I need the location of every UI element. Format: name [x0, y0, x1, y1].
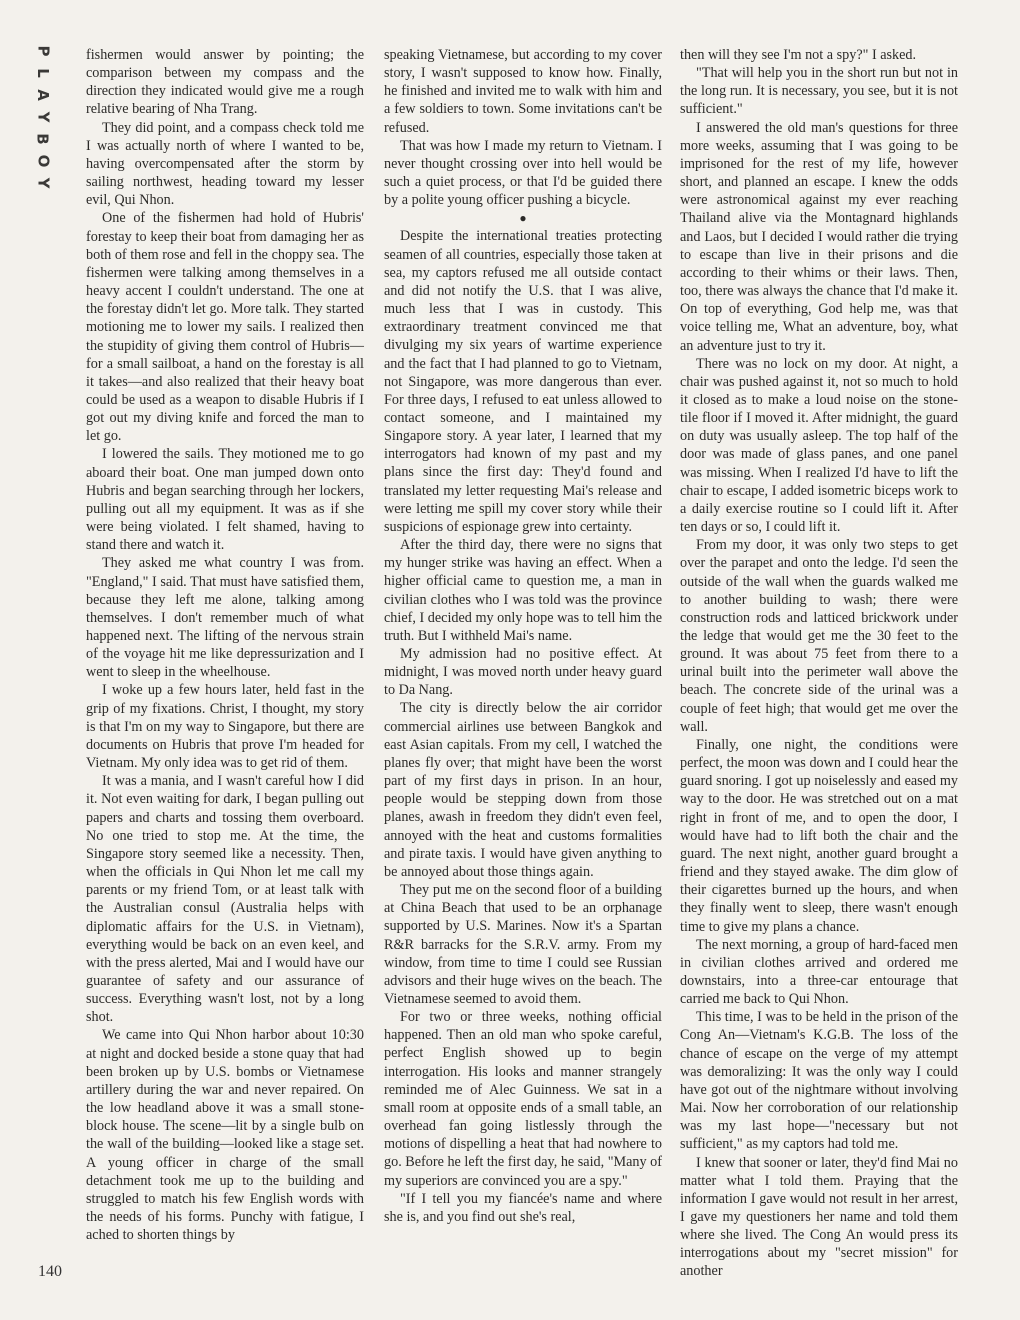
body-paragraph: I knew that sooner or later, they'd find Mai no matter what I told them. Praying that the information I gave would not result in her arrest, I gave my questioners her name and told them where she lived. The Cong An would press its interrogations about my "secret mission" for another [680, 1154, 958, 1280]
body-paragraph: From my door, it was only two steps to get over the parapet and onto the ledge. I'd seen the outside of the wall when the guards walked me to another building to wash; there were construction rods and latticed brickwork under the ledge that would get me the 30 feet to the ground. It was about 75 feet from there to a urinal built into the perimeter wall above the beach. The concrete side of the urinal was a couple of feet high; that would get me over the wall. [680, 537, 958, 735]
body-paragraph: fishermen would answer by pointing; the comparison between my compass and the direction they indicated would give me a rough relative bearing of Nha Trang. [86, 47, 364, 118]
text-column-1 [86, 46, 364, 1244]
body-paragraph: I answered the old man's questions for three more weeks, assuming that I was going to be imprisoned for the rest of my life, however short, and planned an escape. I knew the odds were astronomical against my ever reaching Thailand alive via the Montagnard highlands and Laos, but I decided I would rather die trying to escape than live in their prisons and die according to their whims or their laws. Then, too, there was always the chance that I'd make it. On top of everything, God help me, was that voice telling me, What an adventure, boy, what an adventure just to try it. [680, 119, 958, 354]
body-paragraph: The next morning, a group of hard-faced men in civilian clothes arrived and ordered me downstairs, into a three-car entourage that carried me back to Qui Nhon. [680, 936, 958, 1008]
body-paragraph: then will they see I'm not a spy?" I asked. [680, 47, 917, 63]
body-paragraph: speaking Vietnamese, but according to my cover story, I wasn't supposed to know how. Finally, he finished and invited me to walk with him and a few soldiers to town. Some invitations can't be refused. [384, 47, 662, 136]
body-paragraph: This time, I was to be held in the prison of the Cong An—Vietnam's K.G.B. The loss of the chance of escape on the verge of my attempt was demoralizing: It was the only way I could have got out of the nightmare without involving Mai. Now her corroboration of our relationship was my last hope—"necessary but not sufficient," as my captors had told me. [680, 1009, 958, 1153]
body-paragraph: We came into Qui Nhon harbor about 10:30 at night and docked beside a stone quay that had been broken up by U.S. bombs or Vietnamese artillery during the war and never repaired. On the low headland above it was a small stone-block house. The scene—lit by a single bulb on the wall of the building—looked like a stage set. A young officer in charge of the small detachment took me up to the building and struggled to match his few English words with the needs of his forms. Punchy with fatigue, I ached to shorten things by [86, 1027, 364, 1244]
body-paragraph: They did point, and a compass check told me I was actually north of where I wanted to be, having overcompensated after the storm by sailing northwest, heading toward my lesser evil, Qui Nhon. [86, 119, 364, 209]
body-paragraph: "If I tell you my fiancée's name and where she is, and you find out she's real, [384, 1190, 662, 1225]
section-break-bullet: ● [519, 211, 527, 226]
body-paragraph: They put me on the second floor of a building at China Beach that used to be an orphanage supported by U.S. Marines. Now it's a Spartan R&R barracks for the S.R.V. army. From my window, from time to time I could see Russian advisors and their huge wives on the beach. The Vietnamese seemed to avoid them. [384, 882, 662, 1007]
masthead-letter: O [33, 154, 52, 168]
page-number: 140 [38, 1263, 62, 1280]
masthead-letter: Y [34, 177, 52, 189]
body-paragraph: My admission had no positive effect. At midnight, I was moved north under heavy guard to Da Nang. [384, 646, 662, 699]
text-column-3 [680, 46, 958, 1281]
body-paragraph: One of the fishermen had hold of Hubris' forestay to keep their boat from damaging her as both of them rose and fell in the choppy sea. The fishermen were talking among themselves in a heavy accent I couldn't understand. The one at the forestay didn't let go. More talk. They started motioning me to lower my sails. I realized then the stupidity of giving them control of Hubris—for a small sailboat, a hand on the forestay is all it takes—and also realized that their heavy boat could be used as a weapon to disable Hubris if I got out my diving knife and forced the man to let go. [86, 210, 364, 445]
masthead-letter: Y [34, 111, 52, 123]
body-paragraph: The city is directly below the air corridor commercial airlines use between Bangkok and east Asian capitals. From my cell, I watched the planes fly over; that might have been the worst part of my first days in prison. In an hour, people would be stepping down from those planes, awash in freedom they didn't even feel, annoyed with the heat and customs formalities and pirate taxis. I would have given anything to be annoyed about those things again. [384, 700, 662, 880]
body-paragraph: I lowered the sails. They motioned me to go aboard their boat. One man jumped down onto Hubris and began searching through her lockers, pulling out all my equipment. It was as if she were being violated. I felt shamed, having to stand there and watch it. [86, 446, 364, 554]
body-paragraph: They asked me what country I was from. "England," I said. That must have satisfied them, because they left me alone, talking among themselves. I don't remember much of what happened next. The lifting of the nervous strain of the voyage hit me like depressurization and I went to sleep in the wheelhouse. [86, 555, 364, 681]
text-column-2 [384, 46, 662, 1226]
body-paragraph: After the third day, there were no signs that my hunger strike was having an effect. When a higher official came to question me, a man in civilian clothes who I was told was the province chief, I decided my only hope was to tell him the truth. But I withheld Mai's name. [384, 537, 662, 644]
masthead-letter: A [33, 89, 52, 101]
body-paragraph: For two or three weeks, nothing official happened. Then an old man who spoke careful, perfect English showed up to begin interrogation. His looks and manner strangely reminded me of Alec Guinness. We sat in a small room at opposite ends of a small table, an overhead fan going listlessly through the motions of dispelling a heat that had nowhere to go. Before he left the first day, he said, "Many of my superiors are convinced you are a spy." [384, 1009, 662, 1189]
body-paragraph: "That will help you in the short run but not in the long run. It is necessary, you see, but it is not sufficient." [680, 65, 958, 118]
body-paragraph: Despite the international treaties protecting seamen of all countries, especially those taken at sea, my captors refused me all outside contact and did not notify the U.S. that I was alive, much less that I was in custody. This extraordinary treatment convinced me that divulging my six years of wartime experience and the fact that I had planned to go to Vietnam, not Singapore, was more dangerous than ever. For three days, I refused to eat unless allowed to contact someone, and I maintained my Singapore story. A year later, I learned that my interrogators had known of my past and my plans since the first day: They'd found and translated my letter requesting Mai's release and were letting me spill my cover story while their suspicions of espionage grew into certainty. [384, 228, 662, 535]
magazine-masthead-vertical [30, 40, 56, 194]
body-paragraph: It was a mania, and I wasn't careful how I did it. Not even waiting for dark, I began pulling out papers and charts and tossing them overboard. No one tried to stop me. At the time, the Singapore story seemed like a necessity. Then, when the officials in Qui Nhon let me call my parents or my friend Tom, or at least talk with the Australian consul (Australia helps with diplomatic affairs for the U.S. in Vietnam), everything would be back on an even keel, and with the press alerted, Mai and I would have our guarantee of safety and our assurance of success. Everything wasn't lost, not by a long shot. [86, 773, 364, 1026]
body-paragraph: Finally, one night, the conditions were perfect, the moon was down and I could hear the guard snoring. I got up noiselessly and eased my way to the door. He was stretched out on a mat right in front of me, and to open the door, I would have had to lift both the chair and the guard. The next night, another guard brought a friend and they stayed awake. The dim glow of their cigarettes burned up the hours, and when they finally went to sleep, there wasn't enough time to give my plans a chance. [680, 736, 958, 935]
body-paragraph: That was how I made my return to Vietnam. I never thought crossing over into hell would be such a quiet process, or that I'd be guided there by a polite young officer pushing a bicycle. [384, 137, 662, 209]
masthead-letter: B [34, 133, 52, 145]
masthead-letter: L [34, 68, 52, 78]
body-paragraph: There was no lock on my door. At night, a chair was pushed against it, not so much to hold it closed as to make a loud noise on the stone-tile floor if I moved it. After midnight, the guard on duty was usually asleep. The top half of the door was made of glass panes, and one panel was missing. When I realized I'd have to lift the chair to escape, I added isometric biceps work to a daily exercise routine so I could lift it. After ten days or so, I could lift it. [680, 355, 958, 536]
masthead-letter: P [34, 45, 52, 57]
body-paragraph: I woke up a few hours later, held fast in the grip of my fixations. Christ, I thought, my story is that I'm on my way to Singapore, but there are documents on Hubris that prove I'm headed for Vietnam. My only idea was to get rid of them. [86, 682, 364, 772]
